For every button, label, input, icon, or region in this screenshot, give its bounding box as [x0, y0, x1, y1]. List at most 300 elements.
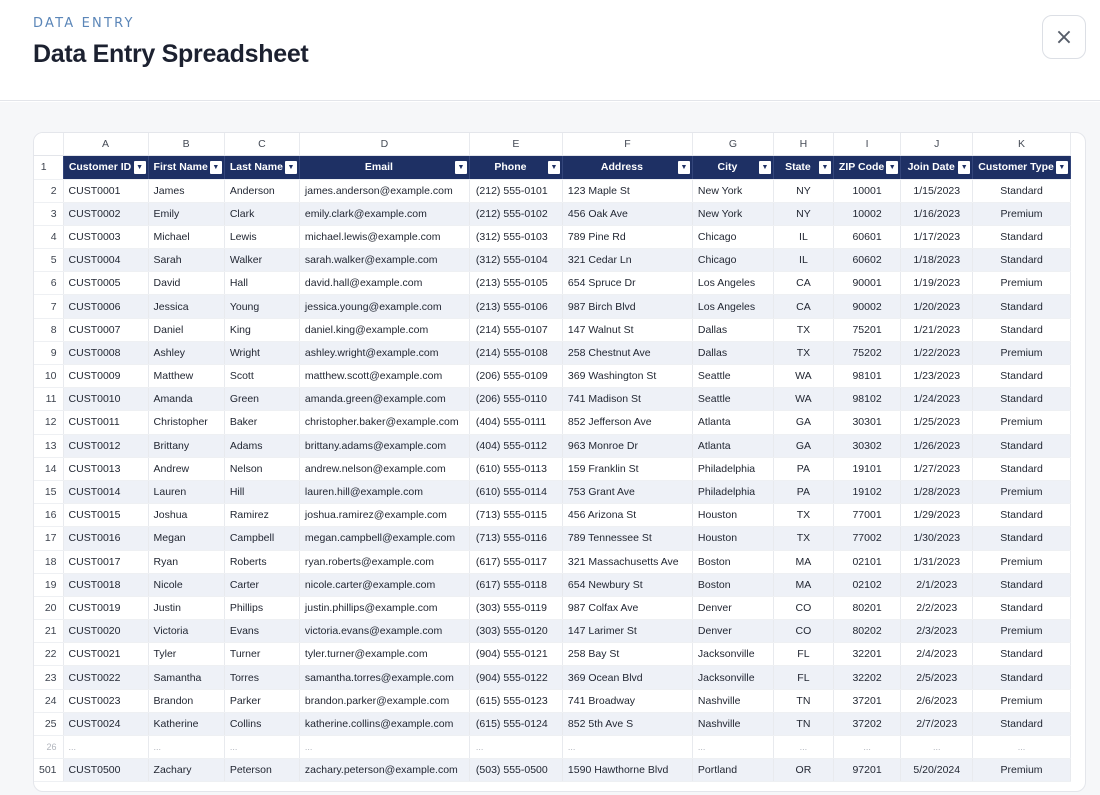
table-cell[interactable]: (610) 555-0114 [469, 480, 562, 503]
table-cell[interactable]: Ramirez [224, 504, 299, 527]
table-cell[interactable]: CUST0015 [63, 504, 148, 527]
table-cell[interactable]: CUST0001 [63, 179, 148, 202]
table-cell[interactable]: CUST0002 [63, 202, 148, 225]
table-cell[interactable]: Adams [224, 434, 299, 457]
row-number[interactable]: 14 [34, 457, 63, 480]
table-cell[interactable]: 741 Broadway [562, 689, 692, 712]
table-cell[interactable]: (617) 555-0117 [469, 550, 562, 573]
table-cell[interactable]: Atlanta [692, 411, 773, 434]
row-number[interactable]: 24 [34, 689, 63, 712]
table-cell[interactable]: Standard [973, 573, 1071, 596]
table-cell[interactable]: (303) 555-0119 [469, 596, 562, 619]
table-cell[interactable]: Lauren [148, 480, 224, 503]
filter-dropdown-icon[interactable]: ▼ [886, 161, 898, 174]
table-cell[interactable]: Boston [692, 550, 773, 573]
table-cell[interactable]: 1/31/2023 [901, 550, 973, 573]
table-cell[interactable]: CUST0022 [63, 666, 148, 689]
table-cell[interactable]: Christopher [148, 411, 224, 434]
table-cell[interactable]: CUST0008 [63, 341, 148, 364]
table-cell[interactable]: 147 Larimer St [562, 620, 692, 643]
column-letter-f[interactable]: F [562, 133, 692, 155]
table-cell[interactable]: (312) 555-0103 [469, 225, 562, 248]
table-cell[interactable]: Walker [224, 249, 299, 272]
table-cell[interactable]: ... [148, 736, 224, 759]
table-cell[interactable]: CUST0012 [63, 434, 148, 457]
row-number[interactable]: 25 [34, 712, 63, 735]
table-cell[interactable]: (404) 555-0111 [469, 411, 562, 434]
table-cell[interactable]: jessica.young@example.com [299, 295, 469, 318]
table-cell[interactable]: Ashley [148, 341, 224, 364]
table-cell[interactable]: James [148, 179, 224, 202]
table-cell[interactable]: Amanda [148, 388, 224, 411]
row-number[interactable]: 20 [34, 596, 63, 619]
table-cell[interactable]: Katherine [148, 712, 224, 735]
table-cell[interactable]: (615) 555-0124 [469, 712, 562, 735]
table-cell[interactable]: MA [773, 550, 833, 573]
table-cell[interactable]: 02101 [833, 550, 900, 573]
table-cell[interactable]: Brittany [148, 434, 224, 457]
table-cell[interactable]: ... [299, 736, 469, 759]
filter-dropdown-icon[interactable]: ▼ [819, 161, 831, 174]
table-cell[interactable]: Standard [973, 249, 1071, 272]
table-cell[interactable]: Tyler [148, 643, 224, 666]
column-letter-k[interactable]: K [973, 133, 1071, 155]
table-cell[interactable]: Standard [973, 504, 1071, 527]
row-number[interactable]: 18 [34, 550, 63, 573]
filter-dropdown-icon[interactable]: ▼ [1056, 161, 1068, 174]
table-cell[interactable]: (214) 555-0108 [469, 341, 562, 364]
table-cell[interactable]: GA [773, 411, 833, 434]
table-cell[interactable]: Denver [692, 596, 773, 619]
table-cell[interactable]: Young [224, 295, 299, 318]
table-cell[interactable]: 852 5th Ave S [562, 712, 692, 735]
table-cell[interactable]: 1/30/2023 [901, 527, 973, 550]
table-cell[interactable]: Jacksonville [692, 643, 773, 666]
table-cell[interactable]: Standard [973, 318, 1071, 341]
table-cell[interactable]: joshua.ramirez@example.com [299, 504, 469, 527]
table-cell[interactable]: 321 Massachusetts Ave [562, 550, 692, 573]
table-cell[interactable]: CUST0007 [63, 318, 148, 341]
table-cell[interactable]: 5/20/2024 [901, 759, 973, 782]
table-cell[interactable]: 2/6/2023 [901, 689, 973, 712]
table-cell[interactable]: Lewis [224, 225, 299, 248]
table-cell[interactable]: King [224, 318, 299, 341]
table-cell[interactable]: 456 Oak Ave [562, 202, 692, 225]
table-cell[interactable]: (214) 555-0107 [469, 318, 562, 341]
table-cell[interactable]: ... [224, 736, 299, 759]
table-cell[interactable]: FL [773, 643, 833, 666]
table-cell[interactable]: (303) 555-0120 [469, 620, 562, 643]
table-cell[interactable]: Standard [973, 457, 1071, 480]
table-cell[interactable]: justin.phillips@example.com [299, 596, 469, 619]
table-cell[interactable]: victoria.evans@example.com [299, 620, 469, 643]
table-cell[interactable]: 159 Franklin St [562, 457, 692, 480]
table-cell[interactable]: katherine.collins@example.com [299, 712, 469, 735]
table-cell[interactable]: Anderson [224, 179, 299, 202]
filter-dropdown-icon[interactable]: ▼ [210, 161, 222, 174]
table-cell[interactable]: 1/15/2023 [901, 179, 973, 202]
table-cell[interactable]: Houston [692, 527, 773, 550]
table-cell[interactable]: Standard [973, 527, 1071, 550]
table-cell[interactable]: Standard [973, 179, 1071, 202]
table-cell[interactable]: Boston [692, 573, 773, 596]
table-cell[interactable]: ... [973, 736, 1071, 759]
table-cell[interactable]: ... [63, 736, 148, 759]
table-cell[interactable]: TN [773, 712, 833, 735]
table-cell[interactable]: TX [773, 341, 833, 364]
table-cell[interactable]: FL [773, 666, 833, 689]
table-cell[interactable]: Phillips [224, 596, 299, 619]
table-cell[interactable]: 789 Tennessee St [562, 527, 692, 550]
table-cell[interactable]: Zachary [148, 759, 224, 782]
table-cell[interactable]: 147 Walnut St [562, 318, 692, 341]
table-cell[interactable]: (206) 555-0110 [469, 388, 562, 411]
table-cell[interactable]: CUST0019 [63, 596, 148, 619]
table-cell[interactable]: NY [773, 179, 833, 202]
table-cell[interactable]: CO [773, 596, 833, 619]
table-cell[interactable]: TX [773, 318, 833, 341]
table-cell[interactable]: Premium [973, 480, 1071, 503]
column-letter-d[interactable]: D [299, 133, 469, 155]
table-cell[interactable]: sarah.walker@example.com [299, 249, 469, 272]
table-cell[interactable]: Standard [973, 388, 1071, 411]
table-cell[interactable]: 77002 [833, 527, 900, 550]
table-cell[interactable]: ... [901, 736, 973, 759]
table-cell[interactable]: Michael [148, 225, 224, 248]
table-cell[interactable]: (213) 555-0105 [469, 272, 562, 295]
table-cell[interactable]: 60601 [833, 225, 900, 248]
table-cell[interactable]: Peterson [224, 759, 299, 782]
table-cell[interactable]: Chicago [692, 249, 773, 272]
table-cell[interactable]: CUST0018 [63, 573, 148, 596]
table-cell[interactable]: Parker [224, 689, 299, 712]
table-cell[interactable]: 1/19/2023 [901, 272, 973, 295]
row-number[interactable]: 8 [34, 318, 63, 341]
table-cell[interactable]: emily.clark@example.com [299, 202, 469, 225]
table-cell[interactable]: (404) 555-0112 [469, 434, 562, 457]
table-cell[interactable]: (206) 555-0109 [469, 365, 562, 388]
table-cell[interactable]: 1/21/2023 [901, 318, 973, 341]
table-cell[interactable]: lauren.hill@example.com [299, 480, 469, 503]
table-cell[interactable]: 741 Madison St [562, 388, 692, 411]
table-cell[interactable]: amanda.green@example.com [299, 388, 469, 411]
table-cell[interactable]: brandon.parker@example.com [299, 689, 469, 712]
table-cell[interactable]: Chicago [692, 225, 773, 248]
table-cell[interactable]: Denver [692, 620, 773, 643]
column-letter-i[interactable]: I [833, 133, 900, 155]
row-number[interactable]: 12 [34, 411, 63, 434]
table-cell[interactable]: brittany.adams@example.com [299, 434, 469, 457]
table-cell[interactable]: PA [773, 457, 833, 480]
table-cell[interactable]: Megan [148, 527, 224, 550]
table-cell[interactable]: Dallas [692, 318, 773, 341]
table-cell[interactable]: 32202 [833, 666, 900, 689]
table-cell[interactable]: ... [562, 736, 692, 759]
table-cell[interactable]: Torres [224, 666, 299, 689]
table-cell[interactable]: GA [773, 434, 833, 457]
table-cell[interactable]: ... [692, 736, 773, 759]
table-cell[interactable]: Hill [224, 480, 299, 503]
table-cell[interactable]: 97201 [833, 759, 900, 782]
table-cell[interactable]: Premium [973, 689, 1071, 712]
table-cell[interactable]: christopher.baker@example.com [299, 411, 469, 434]
table-cell[interactable]: Wright [224, 341, 299, 364]
table-cell[interactable]: 80201 [833, 596, 900, 619]
table-cell[interactable]: Premium [973, 759, 1071, 782]
table-cell[interactable]: Standard [973, 434, 1071, 457]
table-cell[interactable]: Philadelphia [692, 457, 773, 480]
row-number[interactable]: 5 [34, 249, 63, 272]
table-cell[interactable]: 1/17/2023 [901, 225, 973, 248]
table-cell[interactable]: CUST0014 [63, 480, 148, 503]
table-cell[interactable]: 789 Pine Rd [562, 225, 692, 248]
table-cell[interactable]: 80202 [833, 620, 900, 643]
table-cell[interactable]: Turner [224, 643, 299, 666]
table-cell[interactable]: (904) 555-0122 [469, 666, 562, 689]
table-cell[interactable]: Roberts [224, 550, 299, 573]
table-cell[interactable]: Premium [973, 341, 1071, 364]
table-cell[interactable]: 2/3/2023 [901, 620, 973, 643]
table-cell[interactable]: 10001 [833, 179, 900, 202]
table-cell[interactable]: samantha.torres@example.com [299, 666, 469, 689]
table-cell[interactable]: 1/20/2023 [901, 295, 973, 318]
table-cell[interactable]: Collins [224, 712, 299, 735]
table-cell[interactable]: Premium [973, 272, 1071, 295]
row-number[interactable]: 10 [34, 365, 63, 388]
table-cell[interactable]: megan.campbell@example.com [299, 527, 469, 550]
table-cell[interactable]: (312) 555-0104 [469, 249, 562, 272]
filter-dropdown-icon[interactable]: ▼ [134, 161, 146, 174]
table-cell[interactable]: 10002 [833, 202, 900, 225]
table-cell[interactable]: Samantha [148, 666, 224, 689]
filter-dropdown-icon[interactable]: ▼ [958, 161, 970, 174]
table-cell[interactable]: CUST0021 [63, 643, 148, 666]
table-cell[interactable]: CUST0005 [63, 272, 148, 295]
table-cell[interactable]: 1/23/2023 [901, 365, 973, 388]
table-cell[interactable]: Standard [973, 712, 1071, 735]
table-cell[interactable]: Standard [973, 225, 1071, 248]
table-cell[interactable]: Nicole [148, 573, 224, 596]
table-cell[interactable]: CUST0023 [63, 689, 148, 712]
row-number[interactable]: 2 [34, 179, 63, 202]
column-letter-c[interactable]: C [224, 133, 299, 155]
table-cell[interactable]: 37201 [833, 689, 900, 712]
table-cell[interactable]: 2/5/2023 [901, 666, 973, 689]
table-cell[interactable]: 753 Grant Ave [562, 480, 692, 503]
table-cell[interactable]: 90002 [833, 295, 900, 318]
table-cell[interactable]: 02102 [833, 573, 900, 596]
table-cell[interactable]: Standard [973, 365, 1071, 388]
row-number[interactable]: 1 [34, 155, 63, 179]
table-cell[interactable]: Jacksonville [692, 666, 773, 689]
table-cell[interactable]: Los Angeles [692, 295, 773, 318]
table-cell[interactable]: CUST0006 [63, 295, 148, 318]
table-cell[interactable]: 1/28/2023 [901, 480, 973, 503]
filter-dropdown-icon[interactable]: ▼ [285, 161, 297, 174]
table-cell[interactable]: (212) 555-0101 [469, 179, 562, 202]
table-cell[interactable]: CA [773, 295, 833, 318]
table-cell[interactable]: Clark [224, 202, 299, 225]
table-cell[interactable]: (904) 555-0121 [469, 643, 562, 666]
table-cell[interactable]: TX [773, 527, 833, 550]
table-cell[interactable]: Ryan [148, 550, 224, 573]
table-cell[interactable]: (213) 555-0106 [469, 295, 562, 318]
filter-dropdown-icon[interactable]: ▼ [455, 161, 467, 174]
row-number[interactable]: 6 [34, 272, 63, 295]
table-cell[interactable]: 1/25/2023 [901, 411, 973, 434]
table-cell[interactable]: michael.lewis@example.com [299, 225, 469, 248]
table-cell[interactable]: IL [773, 249, 833, 272]
table-cell[interactable]: Standard [973, 596, 1071, 619]
table-cell[interactable]: 1/22/2023 [901, 341, 973, 364]
table-cell[interactable]: 369 Ocean Blvd [562, 666, 692, 689]
table-cell[interactable]: 654 Spruce Dr [562, 272, 692, 295]
table-cell[interactable]: Atlanta [692, 434, 773, 457]
table-cell[interactable]: david.hall@example.com [299, 272, 469, 295]
table-cell[interactable]: Emily [148, 202, 224, 225]
table-cell[interactable]: WA [773, 388, 833, 411]
table-cell[interactable]: CUST0013 [63, 457, 148, 480]
table-cell[interactable]: IL [773, 225, 833, 248]
table-cell[interactable]: (617) 555-0118 [469, 573, 562, 596]
table-cell[interactable]: Portland [692, 759, 773, 782]
table-cell[interactable]: Campbell [224, 527, 299, 550]
row-number[interactable]: 17 [34, 527, 63, 550]
table-cell[interactable]: Premium [973, 620, 1071, 643]
table-cell[interactable]: 654 Newbury St [562, 573, 692, 596]
row-number[interactable]: 4 [34, 225, 63, 248]
table-cell[interactable]: New York [692, 202, 773, 225]
table-cell[interactable]: 90001 [833, 272, 900, 295]
table-cell[interactable]: 1/16/2023 [901, 202, 973, 225]
table-cell[interactable]: Nashville [692, 689, 773, 712]
table-cell[interactable]: Joshua [148, 504, 224, 527]
table-cell[interactable]: (713) 555-0115 [469, 504, 562, 527]
table-cell[interactable]: OR [773, 759, 833, 782]
table-cell[interactable]: 456 Arizona St [562, 504, 692, 527]
table-cell[interactable]: CUST0011 [63, 411, 148, 434]
table-cell[interactable]: Los Angeles [692, 272, 773, 295]
table-cell[interactable]: 2/4/2023 [901, 643, 973, 666]
table-cell[interactable]: 852 Jefferson Ave [562, 411, 692, 434]
row-number[interactable]: 3 [34, 202, 63, 225]
table-cell[interactable]: Scott [224, 365, 299, 388]
table-cell[interactable]: 75201 [833, 318, 900, 341]
table-cell[interactable]: CUST0016 [63, 527, 148, 550]
table-cell[interactable]: CUST0017 [63, 550, 148, 573]
table-cell[interactable]: Sarah [148, 249, 224, 272]
table-cell[interactable]: TX [773, 504, 833, 527]
filter-dropdown-icon[interactable]: ▼ [548, 161, 560, 174]
table-cell[interactable]: Green [224, 388, 299, 411]
table-cell[interactable]: TN [773, 689, 833, 712]
table-cell[interactable]: 32201 [833, 643, 900, 666]
table-cell[interactable]: zachary.peterson@example.com [299, 759, 469, 782]
table-cell[interactable]: MA [773, 573, 833, 596]
column-letter-a[interactable]: A [63, 133, 148, 155]
table-cell[interactable]: CUST0009 [63, 365, 148, 388]
table-cell[interactable]: Evans [224, 620, 299, 643]
table-cell[interactable]: 19102 [833, 480, 900, 503]
table-cell[interactable]: ... [773, 736, 833, 759]
filter-dropdown-icon[interactable]: ▼ [678, 161, 690, 174]
table-cell[interactable]: David [148, 272, 224, 295]
table-cell[interactable]: Philadelphia [692, 480, 773, 503]
table-cell[interactable]: ... [833, 736, 900, 759]
table-cell[interactable]: tyler.turner@example.com [299, 643, 469, 666]
table-cell[interactable]: ... [469, 736, 562, 759]
table-cell[interactable]: CUST0020 [63, 620, 148, 643]
table-cell[interactable]: 77001 [833, 504, 900, 527]
table-cell[interactable]: CA [773, 272, 833, 295]
table-cell[interactable]: 258 Chestnut Ave [562, 341, 692, 364]
table-cell[interactable]: Jessica [148, 295, 224, 318]
table-cell[interactable]: 98102 [833, 388, 900, 411]
table-cell[interactable]: (212) 555-0102 [469, 202, 562, 225]
table-cell[interactable]: andrew.nelson@example.com [299, 457, 469, 480]
table-cell[interactable]: New York [692, 179, 773, 202]
row-number[interactable]: 13 [34, 434, 63, 457]
table-cell[interactable]: (610) 555-0113 [469, 457, 562, 480]
table-cell[interactable]: NY [773, 202, 833, 225]
table-cell[interactable]: CUST0024 [63, 712, 148, 735]
table-cell[interactable]: Premium [973, 202, 1071, 225]
table-cell[interactable]: Nashville [692, 712, 773, 735]
table-cell[interactable]: CUST0003 [63, 225, 148, 248]
table-cell[interactable]: 37202 [833, 712, 900, 735]
table-cell[interactable]: (503) 555-0500 [469, 759, 562, 782]
table-cell[interactable]: 98101 [833, 365, 900, 388]
table-cell[interactable]: Premium [973, 411, 1071, 434]
table-cell[interactable]: 2/2/2023 [901, 596, 973, 619]
table-cell[interactable]: Nelson [224, 457, 299, 480]
table-cell[interactable]: CUST0010 [63, 388, 148, 411]
table-cell[interactable]: nicole.carter@example.com [299, 573, 469, 596]
table-cell[interactable]: Matthew [148, 365, 224, 388]
table-cell[interactable]: 19101 [833, 457, 900, 480]
table-cell[interactable]: 2/1/2023 [901, 573, 973, 596]
column-letter-b[interactable]: B [148, 133, 224, 155]
table-cell[interactable]: CUST0004 [63, 249, 148, 272]
table-cell[interactable]: 369 Washington St [562, 365, 692, 388]
table-cell[interactable]: 321 Cedar Ln [562, 249, 692, 272]
table-cell[interactable]: 1590 Hawthorne Blvd [562, 759, 692, 782]
table-cell[interactable]: 1/26/2023 [901, 434, 973, 457]
column-letter-g[interactable]: G [692, 133, 773, 155]
filter-dropdown-icon[interactable]: ▼ [759, 161, 771, 174]
table-cell[interactable]: Standard [973, 295, 1071, 318]
table-cell[interactable]: Premium [973, 550, 1071, 573]
table-cell[interactable]: Baker [224, 411, 299, 434]
row-number[interactable]: 501 [34, 759, 63, 782]
table-cell[interactable]: Andrew [148, 457, 224, 480]
close-button[interactable] [1042, 15, 1086, 59]
table-cell[interactable]: 123 Maple St [562, 179, 692, 202]
table-cell[interactable]: Standard [973, 643, 1071, 666]
row-number[interactable]: 22 [34, 643, 63, 666]
table-cell[interactable]: 963 Monroe Dr [562, 434, 692, 457]
row-number[interactable]: 15 [34, 480, 63, 503]
table-cell[interactable]: 30301 [833, 411, 900, 434]
column-letter-j[interactable]: J [901, 133, 973, 155]
table-cell[interactable]: matthew.scott@example.com [299, 365, 469, 388]
row-number[interactable]: 23 [34, 666, 63, 689]
table-cell[interactable]: 1/27/2023 [901, 457, 973, 480]
row-number[interactable]: 26 [34, 736, 63, 759]
table-cell[interactable]: 2/7/2023 [901, 712, 973, 735]
table-cell[interactable]: ashley.wright@example.com [299, 341, 469, 364]
table-cell[interactable]: (713) 555-0116 [469, 527, 562, 550]
